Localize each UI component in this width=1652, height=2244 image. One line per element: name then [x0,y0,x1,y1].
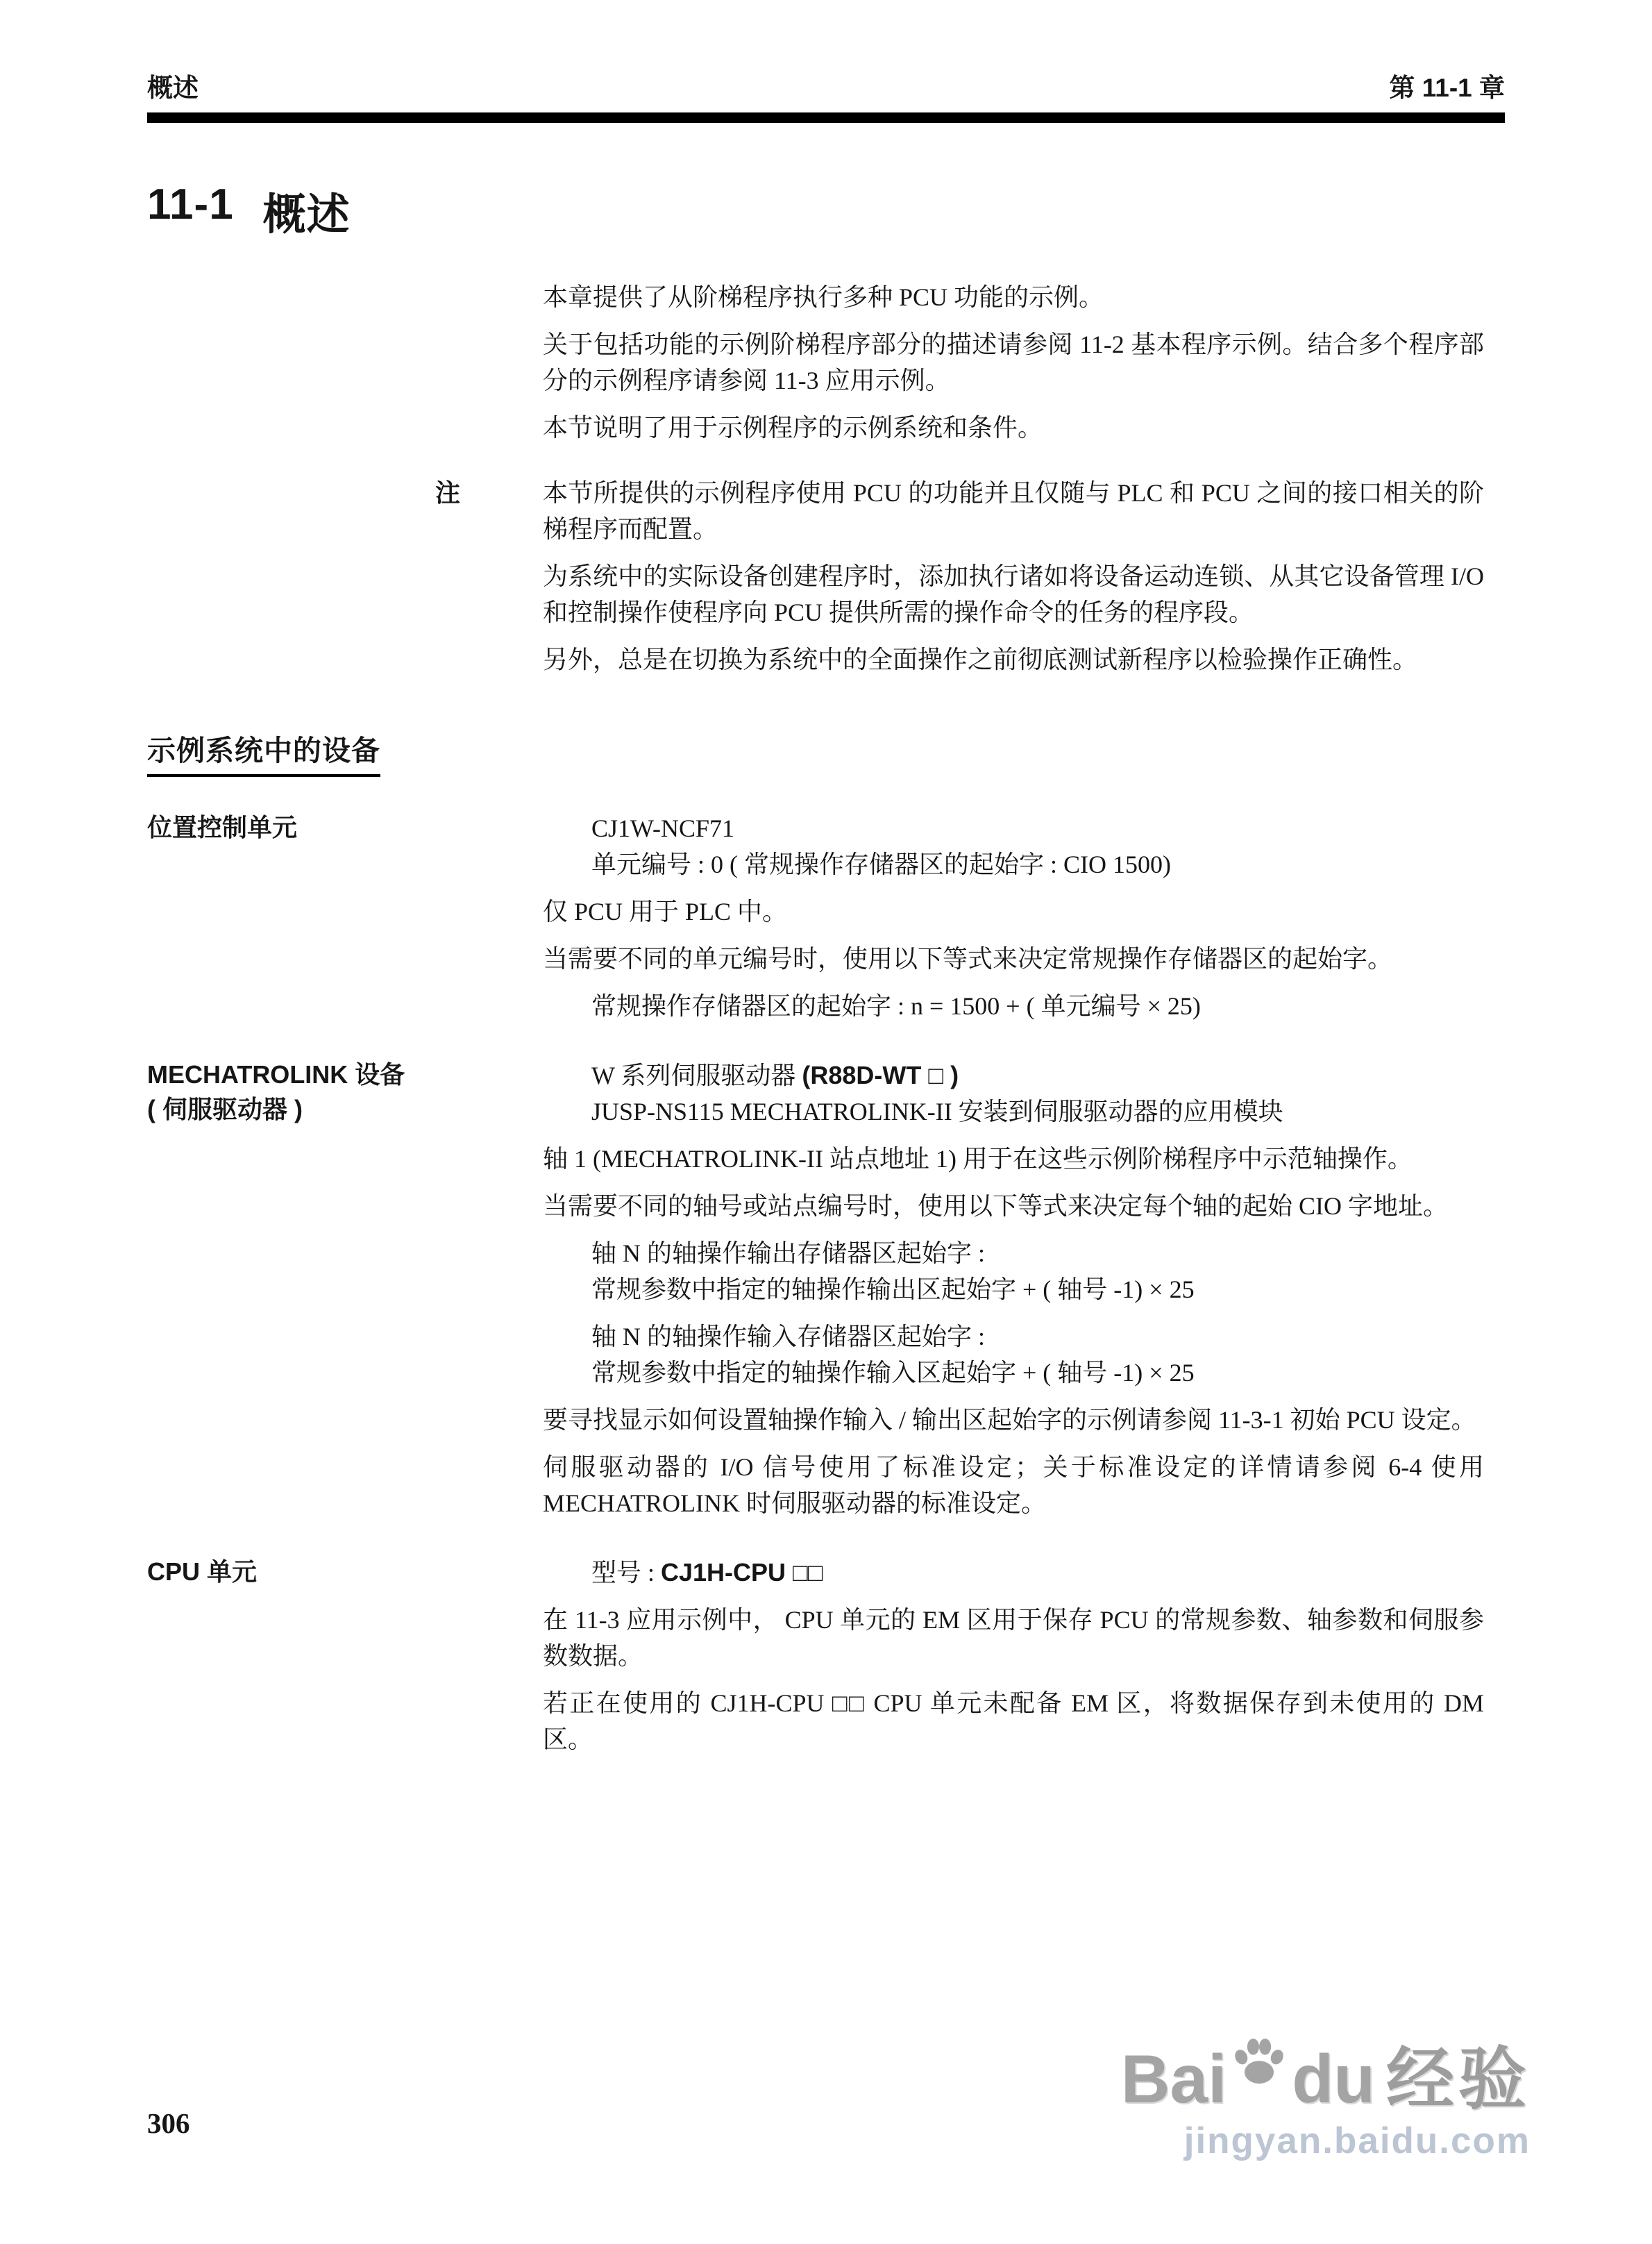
device-label-cell [147,1057,543,1521]
section-heading [147,728,1505,777]
spec-line: JUSP-NS115 MECHATROLINK-II 安装到伺服驱动器的应用模块 [591,1098,1283,1125]
watermark-brand [1120,2041,1531,2117]
formula-line: 常规参数中指定的轴操作输入区起始字 + ( 轴号 -1) × 25 [591,1359,1195,1387]
spec-line [591,1057,1484,1094]
header-chapter: 第 11-1 章 [1389,74,1505,102]
paragraph: 当需要不同的轴号或站点编号时，使用以下等式来决定每个轴的起始 CIO 字地址。 [543,1192,1448,1220]
label-column-spacer [147,279,543,446]
device-row-cpu-unit [147,1555,1505,1757]
device-label-line2: ( 伺服驱动器 ) [147,1095,303,1123]
paragraph: 仅 PCU 用于 PLC 中。 [543,898,788,926]
watermark-url: jingyan.baidu.com [1183,2120,1531,2161]
spec-text: W 系列伺服驱动器 [591,1062,802,1089]
spec-text: 型号 : [591,1559,661,1586]
page-title-number: 11-1 [147,181,234,228]
section-heading-text: 示例系统中的设备 [147,728,380,777]
device-label-cell [147,810,543,1024]
device-content [543,1057,1484,1521]
spec-block [543,1057,1484,1130]
device-label-cell [147,1555,543,1757]
page-title [147,180,1505,242]
page-header [147,67,1505,104]
watermark-brand-cn: 经验 [1385,2041,1531,2117]
note-content [543,475,1484,678]
paragraph: 在 11-3 应用示例中， CPU 单元的 EM 区用于保存 PCU 的常规参数、轴参数和伺服参数数据。 [543,1606,1484,1670]
intro-section [147,279,1505,446]
paragraph: 本节说明了用于示例程序的示例系统和条件。 [543,414,1043,442]
note-label: 注 [435,478,461,507]
spec-block [543,810,1484,882]
spec-line [543,1555,1484,1591]
header-section-title: 概述 [147,74,199,102]
device-label: CPU 单元 [147,1557,258,1586]
device-label: 位置控制单元 [147,813,298,841]
paragraph: 若正在使用的 CJ1H-CPU □□ CPU 单元未配备 EM 区，将数据保存到未使用的 DM 区。 [543,1689,1484,1753]
spec-line: CJ1W-NCF71 [591,814,735,842]
device-content [543,810,1484,1024]
header-rule [147,112,1505,123]
paragraph: 当需要不同的单元编号时，使用以下等式来决定常规操作存储器区的起始字。 [543,945,1393,973]
paragraph: 本章提供了从阶梯程序执行多种 PCU 功能的示例。 [543,283,1104,311]
note-section [147,475,1505,678]
cpu-model-number: CJ1H-CPU □□ [661,1558,823,1586]
paw-icon [1232,2034,1286,2088]
page-title-text: 概述 [262,191,351,239]
baidu-jingyan-watermark [1120,2041,1531,2162]
page-number: 306 [147,2107,190,2139]
watermark-brand-du: du [1292,2041,1375,2117]
paragraph: 要寻找显示如何设置轴操作输入 / 输出区起始字的示例请参阅 11-3-1 初始 PCU 设定。 [543,1406,1476,1434]
spec-line: 单元编号 : 0 ( 常规操作存储器区的起始字 : CIO 1500) [591,851,1171,878]
device-label: MECHATROLINK 设备 [147,1060,405,1089]
formula-line: 轴 N 的轴操作输入存储器区起始字 : [591,1323,986,1350]
servo-model-number: (R88D-WT □ ) [802,1061,959,1089]
device-row-mechatrolink [147,1057,1505,1521]
device-row-position-control-unit [147,810,1505,1024]
formula-block-input [543,1318,1484,1391]
note-paragraph: 另外，总是在切换为系统中的全面操作之前彻底测试新程序以检验操作正确性。 [543,646,1418,673]
formula-line: 轴 N 的轴操作输出存储器区起始字 : [591,1239,986,1267]
note-paragraph: 为系统中的实际设备创建程序时，添加执行诸如将设备运动连锁、从其它设备管理 I/O 和控制操作使程序向 PCU 提供所需的操作命令的任务的程序段。 [543,562,1484,626]
formula-line: 常规操作存储器区的起始字 : n = 1500 + ( 单元编号 × 25) [591,992,1201,1020]
paragraph: 关于包括功能的示例阶梯程序部分的描述请参阅 11-2 基本程序示例。结合多个程序部分的示例程序请参阅 11-3 应用示例。 [543,330,1484,394]
formula-block-output [543,1235,1484,1307]
paragraph: 伺服驱动器的 I/O 信号使用了标准设定；关于标准设定的详情请参阅 6-4 使用 MECHATROLINK 时伺服驱动器的标准设定。 [543,1453,1484,1517]
note-paragraph: 本节所提供的示例程序使用 PCU 的功能并且仅随与 PLC 和 PCU 之间的接口相关的阶梯程序而配置。 [543,479,1484,543]
formula-line: 常规参数中指定的轴操作输出区起始字 + ( 轴号 -1) × 25 [591,1275,1195,1303]
intro-content [543,279,1484,446]
paragraph: 轴 1 (MECHATROLINK-II 站点地址 1) 用于在这些示例阶梯程序中示范轴操作。 [543,1145,1413,1173]
watermark-brand-bai: Bai [1120,2041,1227,2117]
device-content [543,1555,1484,1757]
